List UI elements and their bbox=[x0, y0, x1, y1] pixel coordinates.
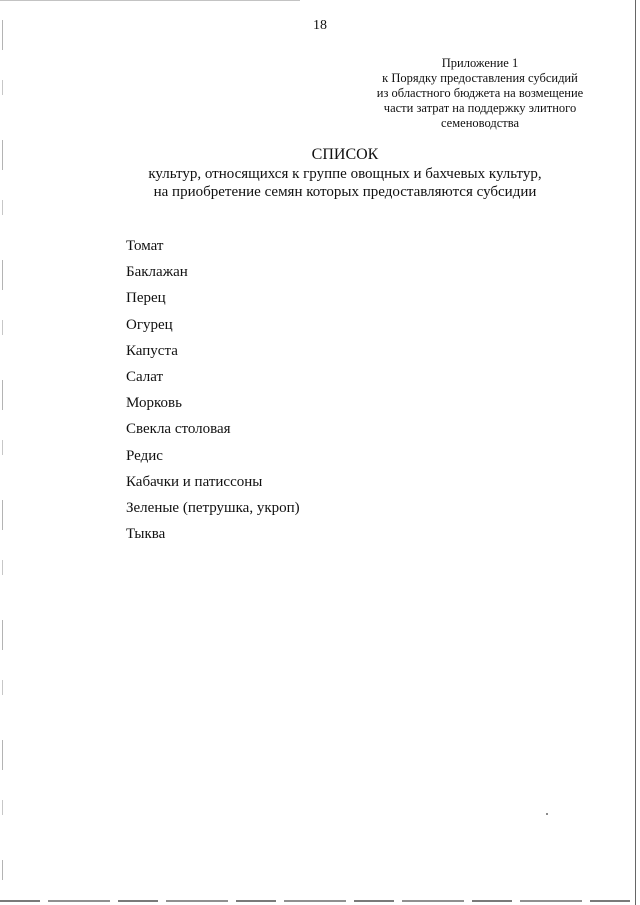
appendix-line: семеноводства bbox=[440, 116, 519, 130]
crop-item: Салат bbox=[126, 368, 164, 385]
scan-speck bbox=[546, 813, 548, 815]
appendix-line: к Порядку предоставления субсидий bbox=[382, 71, 578, 85]
crop-item: Зеленые (петрушка, укроп) bbox=[126, 499, 300, 516]
heading-block bbox=[0, 145, 640, 201]
crop-item: Кабачки и патиссоны bbox=[126, 473, 263, 490]
scan-edge-top bbox=[0, 0, 300, 1]
document-subtitle-line: культур, относящихся к группе овощных и бахчевых культур, bbox=[148, 166, 542, 182]
appendix-note bbox=[355, 56, 605, 131]
crop-item: Баклажан bbox=[126, 264, 188, 281]
document-subtitle-line: на приобретение семян которых предоставляются субсидии bbox=[153, 184, 537, 200]
crop-item: Свекла столовая bbox=[126, 421, 231, 438]
appendix-line: Приложение 1 bbox=[441, 56, 519, 70]
scan-edge-bottom bbox=[0, 900, 636, 902]
crop-item: Перец bbox=[126, 290, 166, 307]
scan-edge-right bbox=[635, 0, 636, 905]
crop-item: Томат bbox=[126, 238, 164, 254]
crop-item: Капуста bbox=[126, 342, 178, 359]
crop-item: Морковь bbox=[126, 395, 182, 412]
crop-item: Огурец bbox=[126, 316, 173, 333]
appendix-line: части затрат на поддержку элитного bbox=[383, 101, 577, 115]
crop-list bbox=[126, 236, 300, 550]
crop-item: Редис bbox=[126, 447, 163, 464]
page-number: 18 bbox=[313, 18, 327, 33]
crop-item: Тыква bbox=[126, 526, 166, 543]
document-title: СПИСОК bbox=[311, 146, 379, 163]
appendix-line: из областного бюджета на возмещение bbox=[376, 86, 584, 100]
